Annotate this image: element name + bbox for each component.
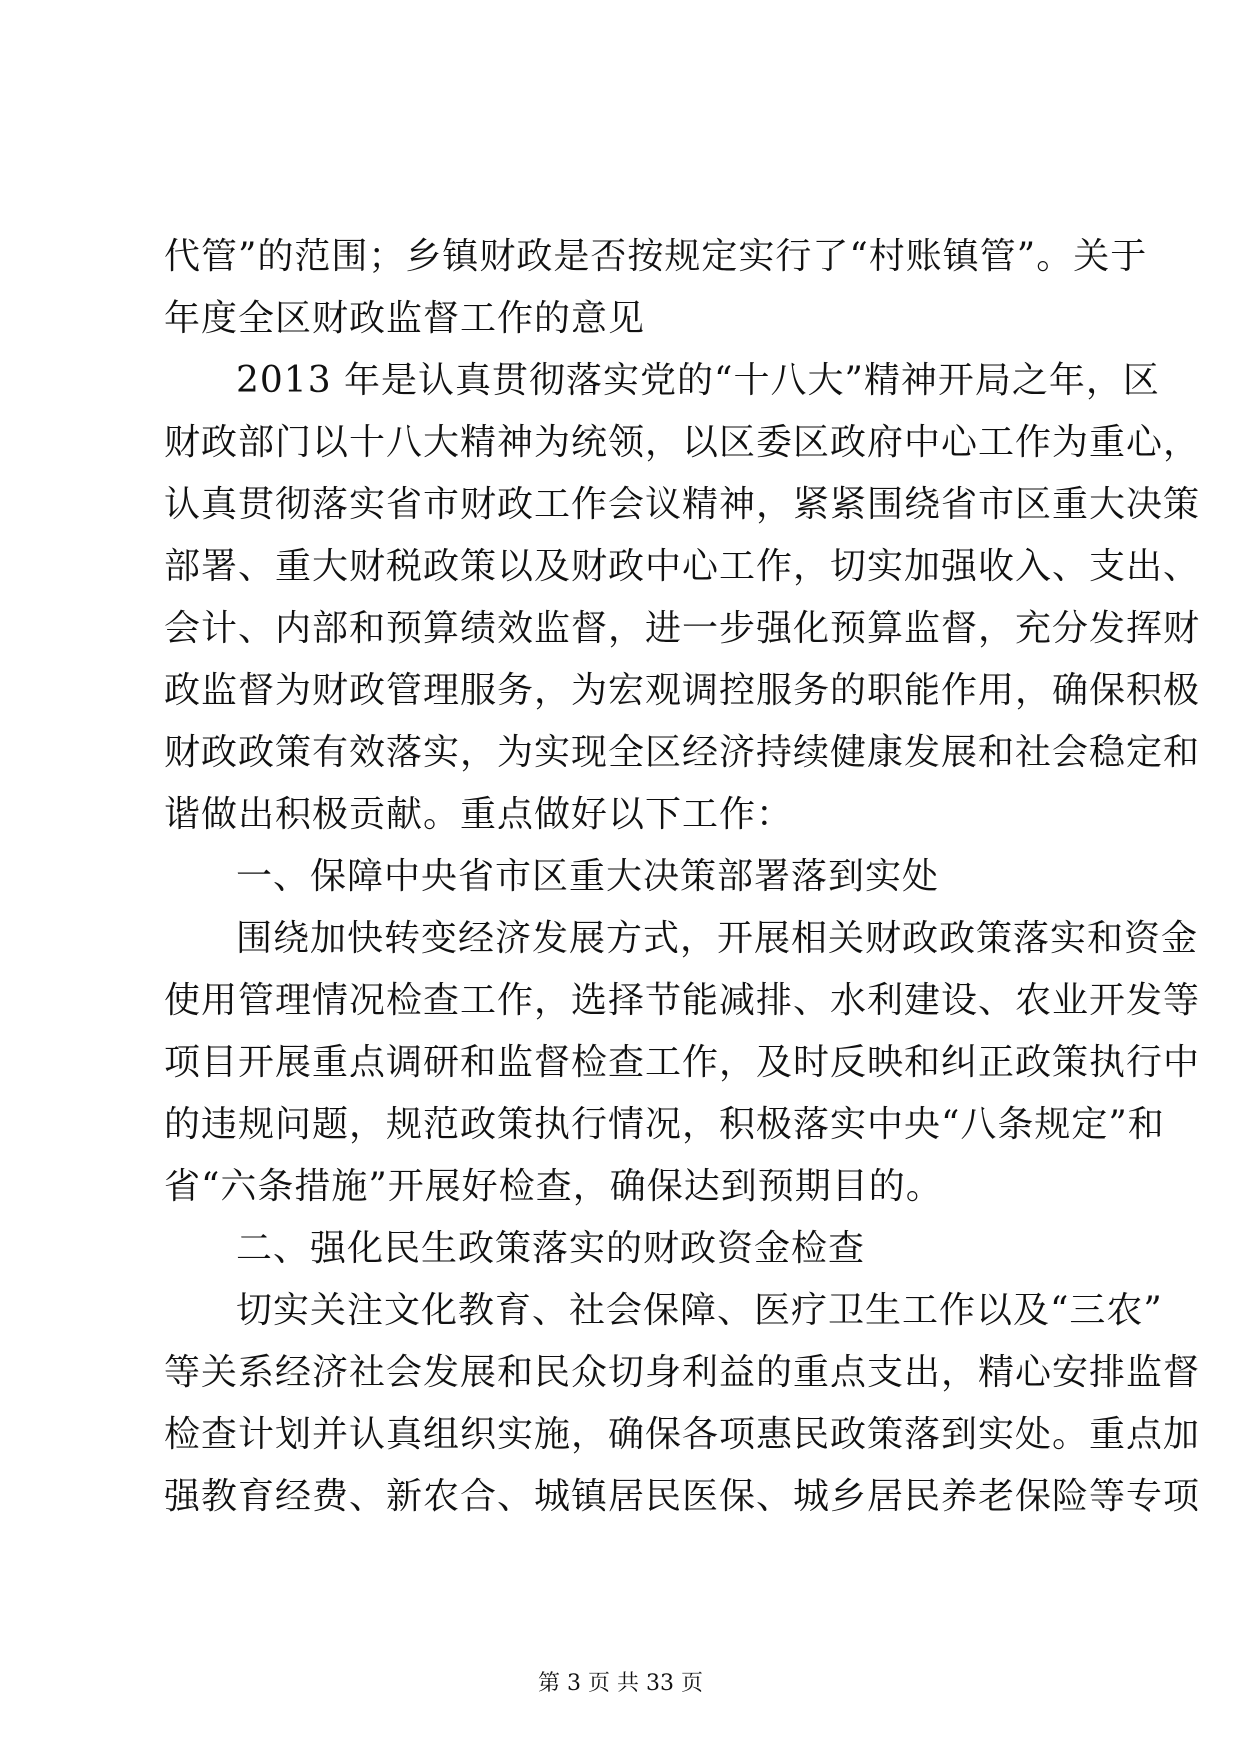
text-line: 财政部门以十八大精神为统领，以区委区政府中心工作为重心， bbox=[164, 422, 1201, 463]
paragraph-start-line: 围绕加快转变经济发展方式，开展相关财政政策落实和资金 bbox=[236, 918, 1199, 959]
text-line: 检查计划并认真组织实施，确保各项惠民政策落到实处。重点加 bbox=[164, 1414, 1201, 1455]
text-line: 认真贯彻落实省市财政工作会议精神，紧紧围绕省市区重大决策 bbox=[164, 484, 1201, 525]
text-line: 等关系经济社会发展和民众切身利益的重点支出，精心安排监督 bbox=[164, 1352, 1201, 1393]
text-line: 部署、重大财税政策以及财政中心工作，切实加强收入、支出、 bbox=[164, 546, 1201, 587]
page-number-footer: 第 3 页 共 33 页 bbox=[538, 1671, 703, 1696]
text-line: 使用管理情况检查工作，选择节能减排、水利建设、农业开发等 bbox=[164, 980, 1201, 1021]
document-body bbox=[164, 226, 1201, 1528]
paragraph-start-line: 2013 年是认真贯彻落实党的“十八大”精神开局之年，区 bbox=[236, 360, 1160, 401]
text-line: 强教育经费、新农合、城镇居民医保、城乡居民养老保险等专项 bbox=[164, 1476, 1201, 1517]
text-line: 谐做出积极贡献。重点做好以下工作： bbox=[164, 794, 794, 835]
section-heading: 二、强化民生政策落实的财政资金检查 bbox=[236, 1228, 866, 1269]
text-line: 会计、内部和预算绩效监督，进一步强化预算监督，充分发挥财 bbox=[164, 608, 1201, 649]
text-line: 代管”的范围；乡镇财政是否按规定实行了“村账镇管”。关于 bbox=[164, 236, 1148, 277]
paragraph-start-line: 切实关注文化教育、社会保障、医疗卫生工作以及“三农” bbox=[236, 1290, 1163, 1331]
text-line: 年度全区财政监督工作的意见 bbox=[164, 298, 646, 339]
text-line: 省“六条措施”开展好检查，确保达到预期目的。 bbox=[164, 1166, 943, 1207]
text-line: 财政政策有效落实，为实现全区经济持续健康发展和社会稳定和 bbox=[164, 732, 1201, 773]
section-heading: 一、保障中央省市区重大决策部署落到实处 bbox=[236, 856, 940, 897]
text-line: 政监督为财政管理服务，为宏观调控服务的职能作用，确保积极 bbox=[164, 670, 1201, 711]
text-line: 项目开展重点调研和监督检查工作，及时反映和纠正政策执行中 bbox=[164, 1042, 1201, 1083]
text-line: 的违规问题，规范政策执行情况，积极落实中央“八条规定”和 bbox=[164, 1104, 1165, 1145]
